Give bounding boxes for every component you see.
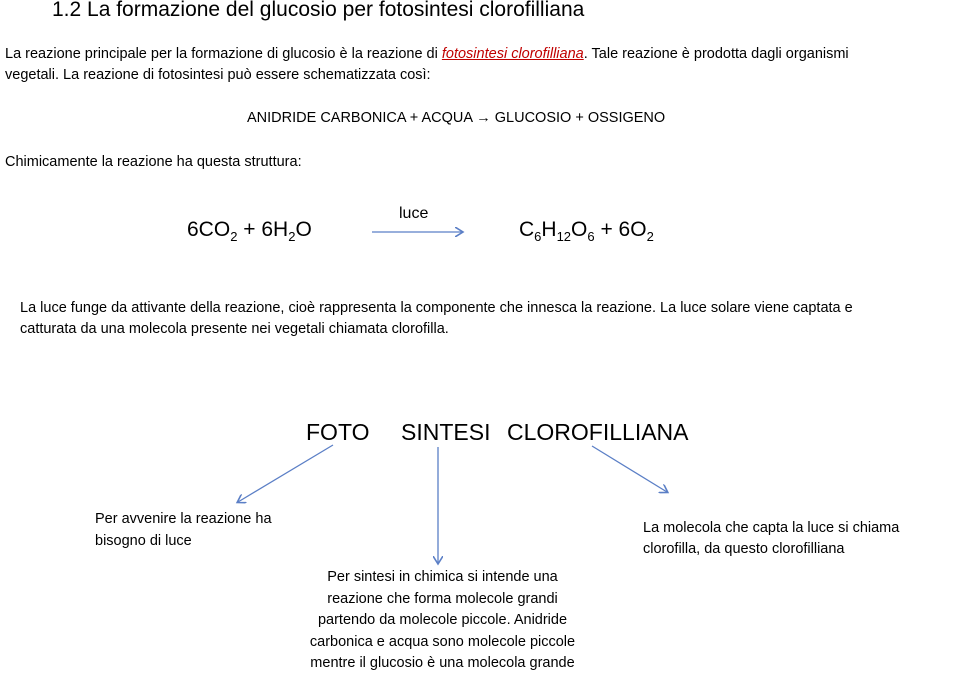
word-part-sintesi: SINTESI	[401, 419, 491, 445]
note-foto-line2: bisogno di luce	[95, 533, 192, 549]
glucose-c: C	[519, 218, 535, 241]
h2o-formula-start: + 6H	[237, 218, 289, 241]
note-sintesi-line: reazione che forma molecole grandi	[327, 590, 558, 607]
intro-text-end: . Tale reazione è prodotta dagli organismi	[583, 46, 849, 62]
note-sintesi-line: carbonica e acqua sono molecole piccole	[309, 633, 576, 650]
intro-text-start: La reazione principale per la formazione di glucosio è la reazione di	[5, 46, 442, 62]
word-part-foto: FOTO	[306, 419, 370, 445]
oxygen-subscript: 2	[646, 229, 654, 244]
note-foto-line1: Per avvenire la reazione ha	[95, 511, 272, 527]
glucose-o: O	[571, 218, 588, 241]
glucose-c-subscript: 6	[534, 229, 542, 244]
explanation-line1: La luce funge da attivante della reazione, cioè rappresenta la componente che innesca la reazione. La luce solare viene captata e	[20, 300, 853, 316]
clorofilliana-arrow	[592, 446, 667, 492]
word-part-clorofilliana: CLOROFILLIANA	[507, 419, 689, 445]
note-sintesi-line: partendo da molecole piccole. Anidride	[317, 612, 568, 628]
intro-paragraph-line2: vegetali. La reazione di fotosintesi può essere schematizzata così:	[5, 67, 431, 83]
h2o-formula-end: O	[295, 218, 312, 241]
structure-label: Chimicamente la reazione ha questa struttura:	[5, 154, 302, 170]
note-sintesi-line: mentre il glucosio è una molecola grande	[310, 655, 575, 671]
glucose-h-subscript: 12	[556, 229, 572, 244]
page-title: 1.2 La formazione del glucosio per fotosintesi clorofilliana	[52, 0, 585, 21]
note-clorofilliana-line2: clorofilla, da questo clorofilliana	[643, 541, 845, 557]
note-sintesi-line: Per sintesi in chimica si intende una	[327, 569, 558, 585]
h2o-subscript: 2	[288, 229, 296, 244]
note-sintesi	[290, 567, 595, 675]
co2-formula: 6CO	[187, 218, 231, 241]
foto-arrow	[238, 445, 333, 502]
co2-subscript: 2	[230, 229, 238, 244]
reaction-condition: luce	[399, 205, 429, 222]
note-clorofilliana-line1: La molecola che capta la luce si chiama	[643, 520, 900, 536]
glucose-h: H	[541, 218, 557, 241]
explanation-line2: catturata da una molecola presente nei vegetali chiamata clorofilla.	[20, 321, 449, 337]
oxygen-formula: + 6O	[594, 218, 647, 241]
fotosintesi-link[interactable]: fotosintesi clorofilliana	[441, 46, 584, 62]
word-equation: ANIDRIDE CARBONICA + ACQUA → GLUCOSIO + OSSIGENO	[247, 110, 666, 126]
glucose-o-subscript: 6	[587, 229, 595, 244]
